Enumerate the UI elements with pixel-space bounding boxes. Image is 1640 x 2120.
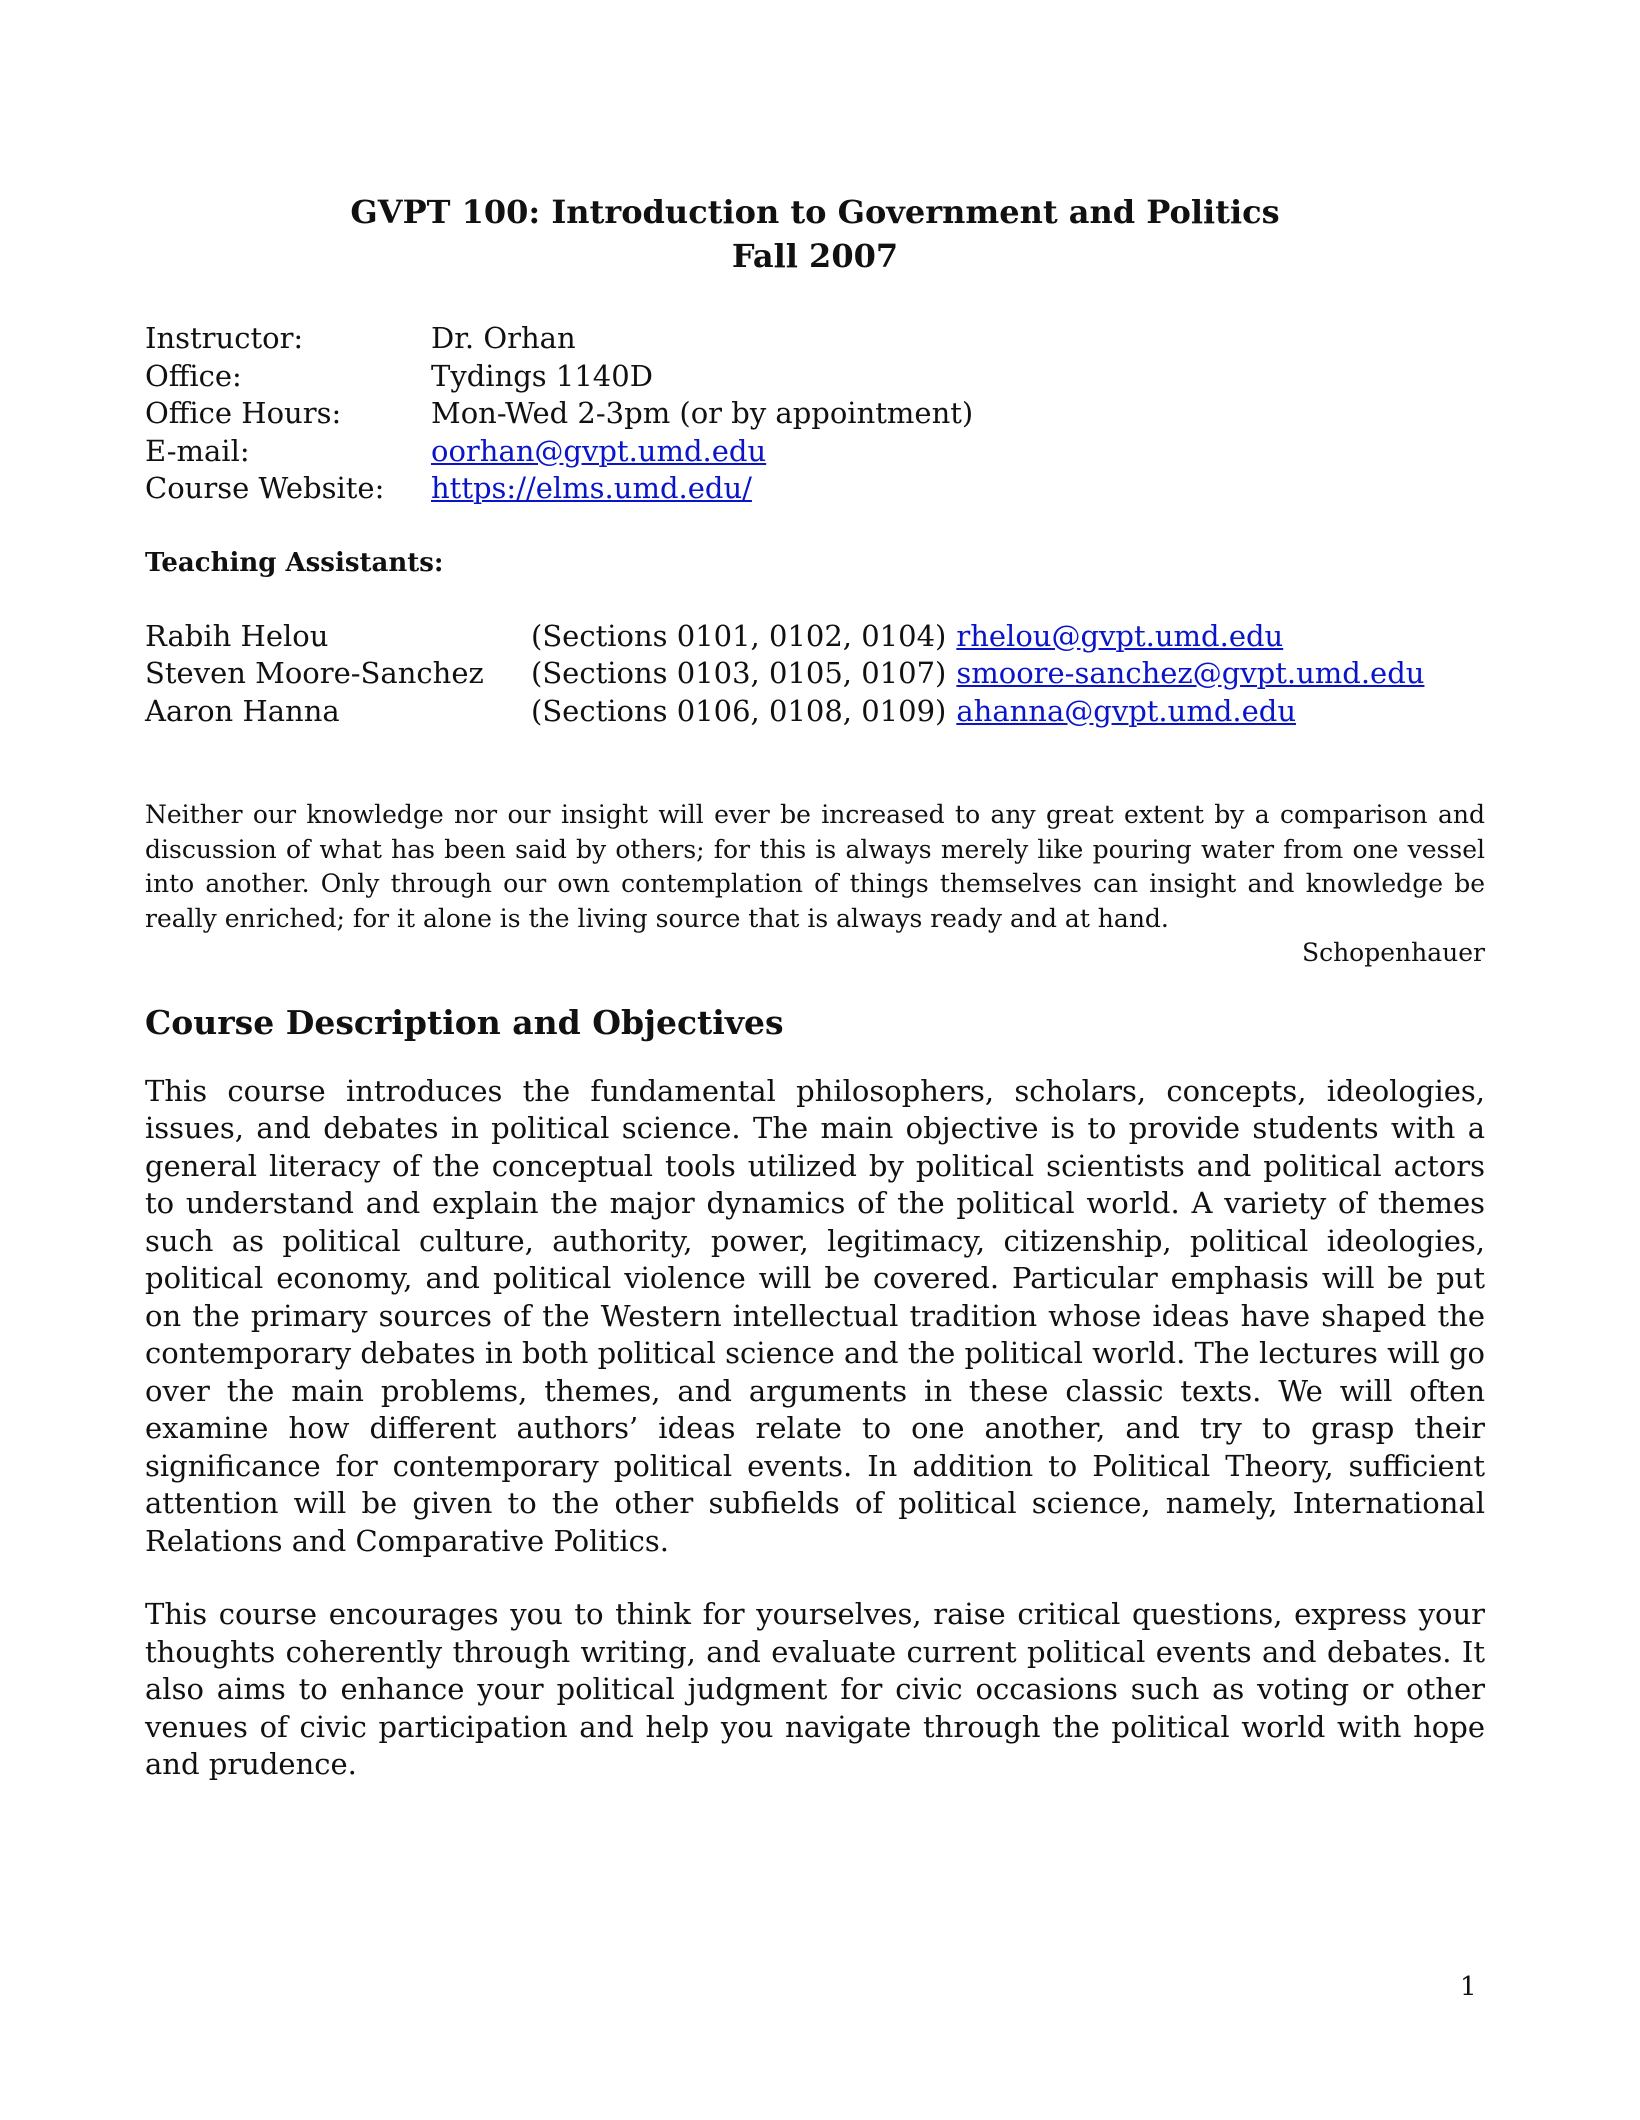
office-hours-row	[145, 395, 1485, 433]
epigraph-author: Schopenhauer	[1301, 938, 1485, 967]
ta-name: Steven Moore-Sanchez	[145, 656, 484, 690]
objectives-paragraph: This course encourages you to think for yourselves, raise critical questions, express your thoughts coherently through writing, and evaluate current political events and debates. It also aims to enhance your political judgment for civic occasions such as voting or other venues of civic participation and help you navigate through the political world with hope and prudence.	[145, 1597, 1485, 1781]
syllabus-page	[145, 190, 1485, 1784]
teaching-assistants-list	[145, 618, 1485, 731]
description-paragraph: This course introduces the fundamental philosophers, scholars, concepts, ideologies, issues, and debates in political science. The main objective is to provide students with a general literacy of the conceptual tools utilized by political scientists and political actors to understand and explain the major dynamics of the political world. A variety of themes such as political culture, authority, power, legitimacy, citizenship, political ideologies, political economy, and political violence will be covered. Particular emphasis will be put on the primary sources of the Western intellectual tradition whose ideas have shaped the contemporary debates in both political science and the political world. The lectures will go over the main problems, themes, and arguments in these classic texts. We will often examine how different authors’ ideas relate to one another, and try to grasp their significance for contemporary political events. In addition to Political Theory, sufficient attention will be given to the other subfields of political science, namely, International Relations and Comparative Politics.	[145, 1073, 1485, 1558]
email-row	[145, 433, 1485, 471]
ta-row	[145, 693, 1485, 731]
website-label: Course Website:	[145, 471, 385, 505]
ta-sections: (Sections 0103, 0105, 0107)	[531, 656, 947, 690]
instructor-value: Dr. Orhan	[431, 321, 576, 355]
ta-name: Aaron Hanna	[145, 693, 340, 728]
email-label: E-mail:	[145, 433, 250, 468]
ta-sections: (Sections 0106, 0108, 0109)	[531, 693, 947, 728]
ta-name: Rabih Helou	[145, 618, 329, 653]
office-hours-value: Mon-Wed 2-3pm (or by appointment)	[431, 396, 974, 430]
ta-row	[145, 655, 1485, 693]
ta-row	[145, 618, 1485, 656]
instructor-row	[145, 320, 1485, 358]
website-row	[145, 470, 1485, 508]
page-number: 1	[1460, 1972, 1477, 2002]
instructor-email-link[interactable]: oorhan@gvpt.umd.edu	[431, 433, 767, 468]
course-title: GVPT 100: Introduction to Government and Politics	[350, 193, 1280, 231]
ta-sections: (Sections 0101, 0102, 0104)	[531, 618, 947, 653]
course-info	[145, 320, 1485, 508]
course-description-heading: Course Description and Objectives	[145, 1002, 784, 1042]
ta-email-link[interactable]: ahanna@gvpt.umd.edu	[956, 693, 1297, 728]
ta-email-link[interactable]: smoore-sanchez@gvpt.umd.edu	[956, 656, 1425, 690]
epigraph-quote: Neither our knowledge nor our insight will ever be increased to any great extent by a comparison and discussion of what has been said by others; for this is always merely like pouring water from one vessel into another. Only through our own contemplation of things themselves can insight and knowledge be really enriched; for it alone is the living source that is always ready and at hand.	[145, 800, 1485, 933]
office-value: Tydings 1140D	[431, 358, 653, 393]
office-hours-label: Office Hours:	[145, 396, 342, 430]
office-label: Office:	[145, 358, 242, 393]
ta-email-link[interactable]: rhelou@gvpt.umd.edu	[956, 618, 1284, 653]
teaching-assistants-heading: Teaching Assistants:	[145, 547, 444, 578]
document-title-block	[145, 190, 1485, 278]
course-website-link[interactable]: https://elms.umd.edu/	[431, 471, 752, 505]
course-term: Fall 2007	[731, 237, 899, 275]
instructor-label: Instructor:	[145, 321, 304, 355]
office-row	[145, 358, 1485, 396]
